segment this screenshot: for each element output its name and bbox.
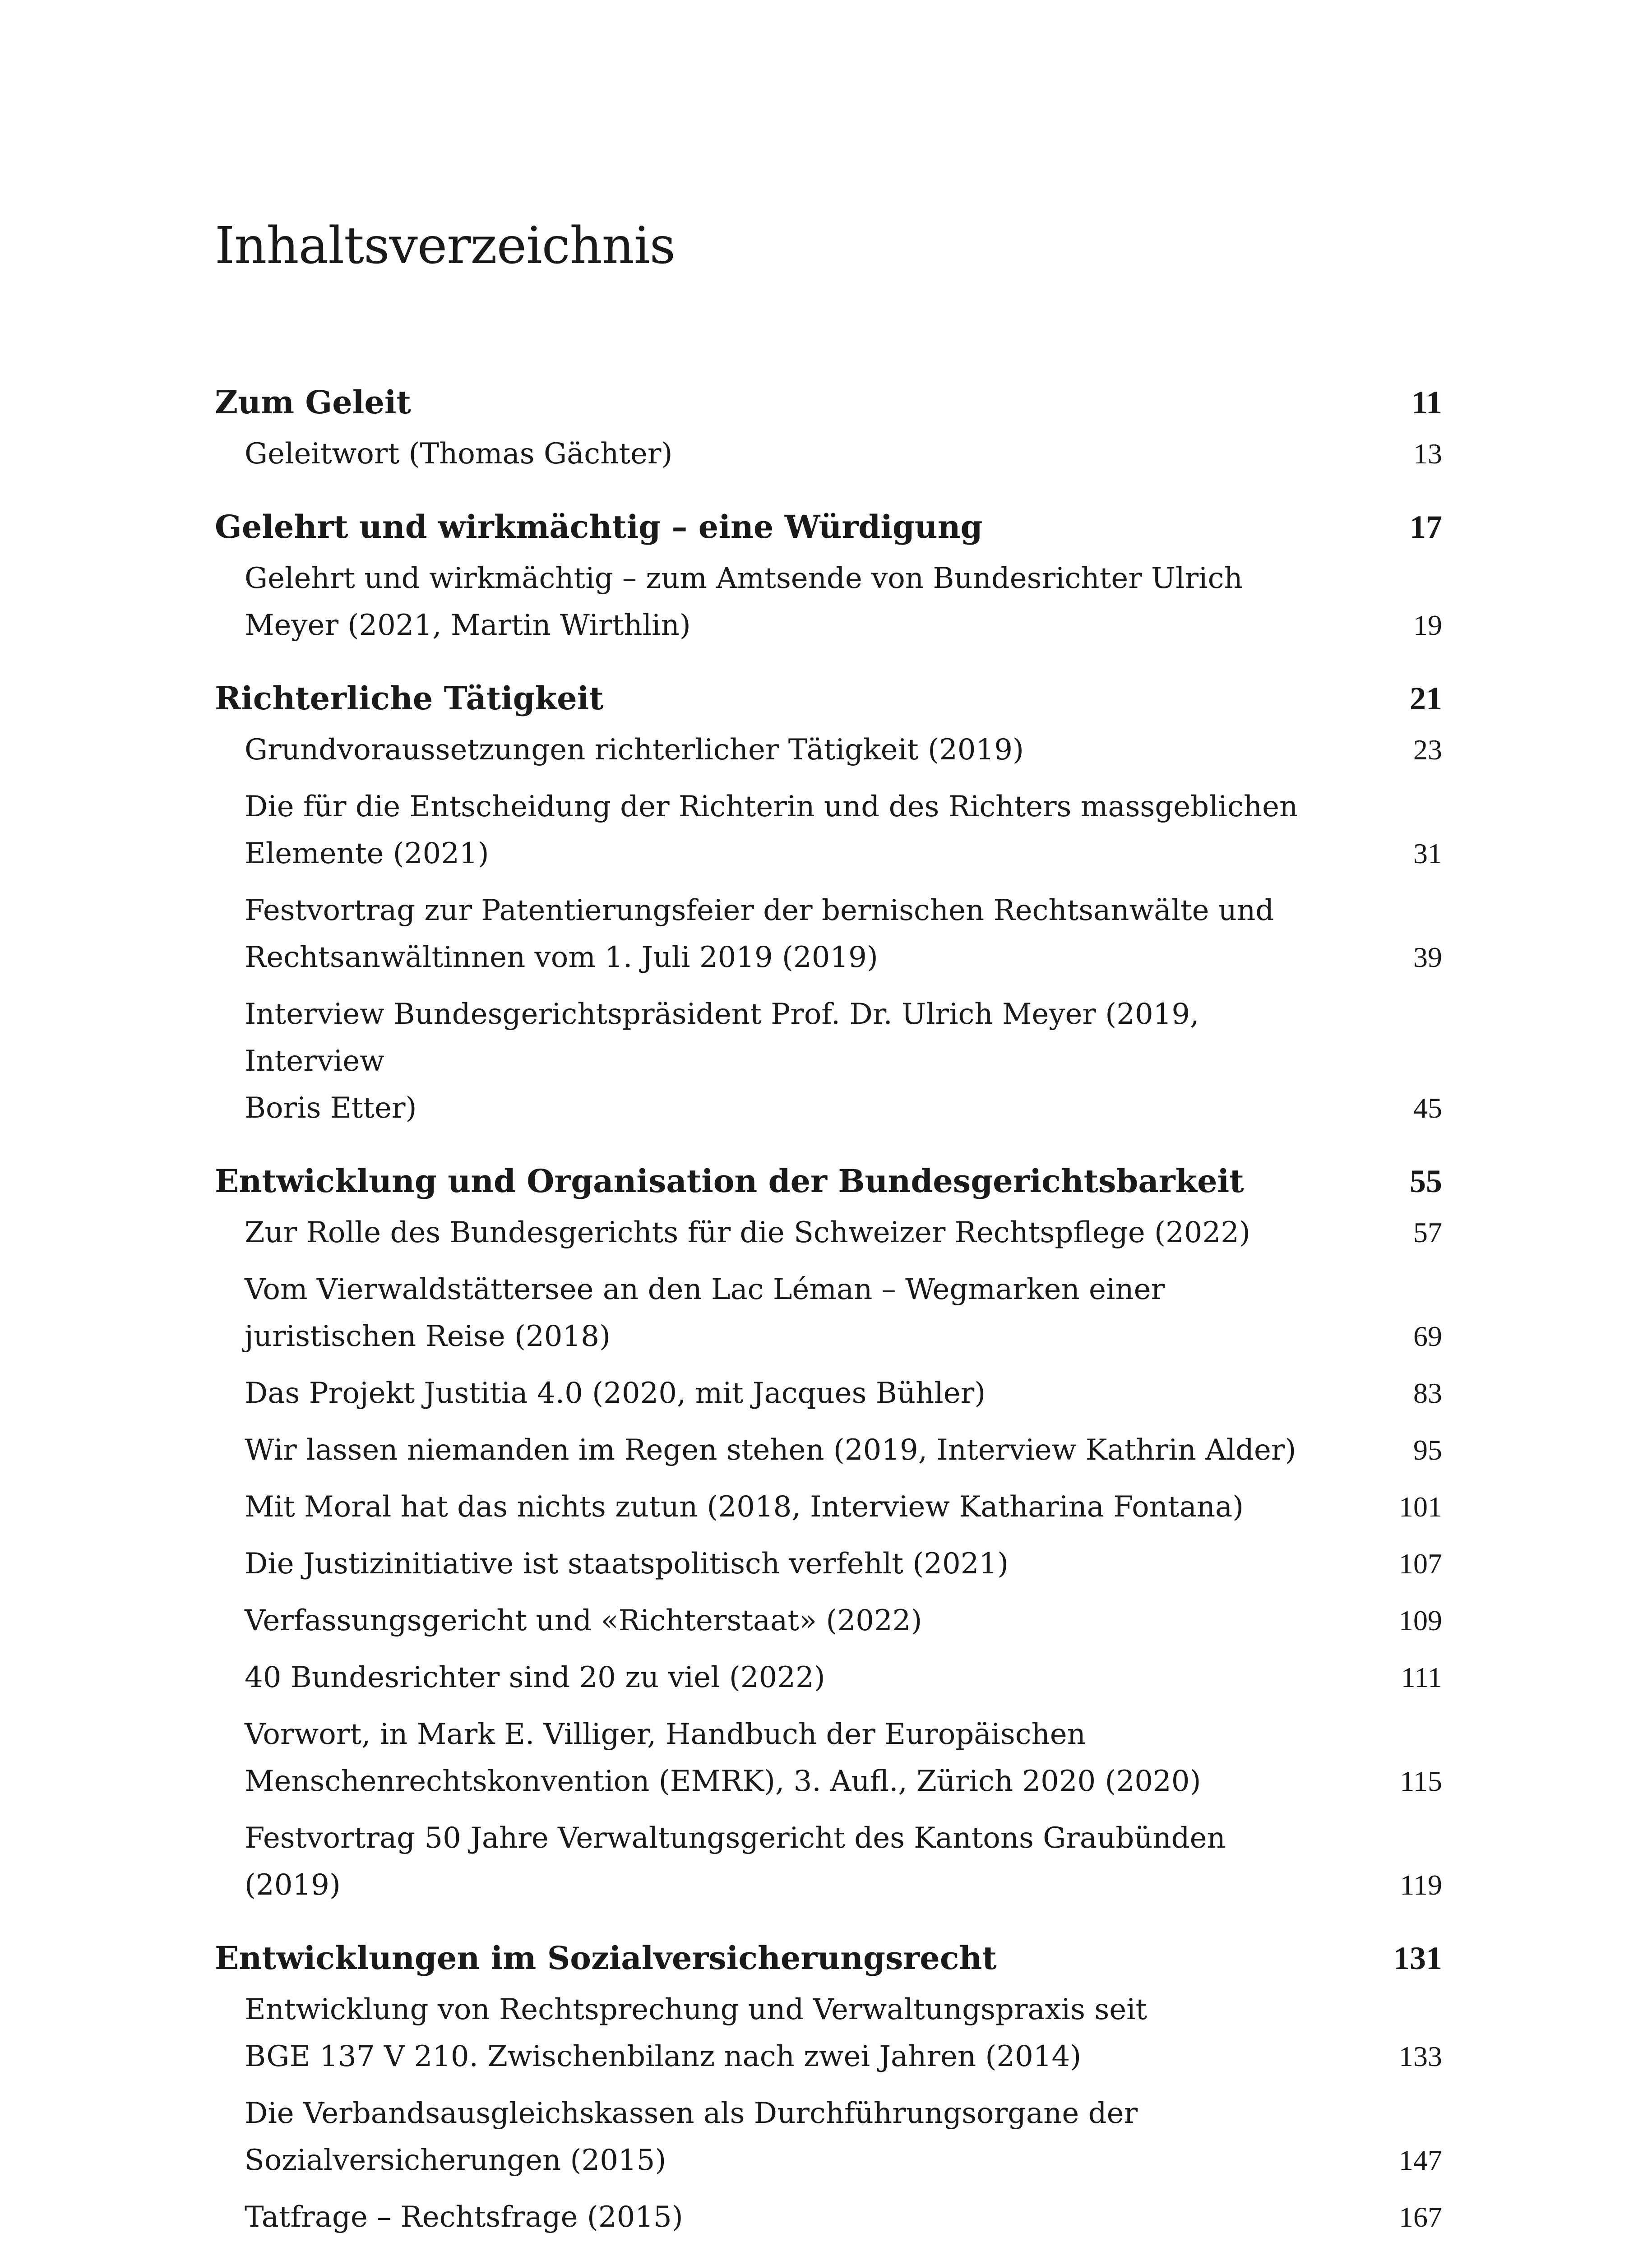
entry-title-line: 40 Bundesrichter sind 20 zu viel (2022)	[245, 1661, 825, 1694]
toc-entry	[215, 1815, 1442, 1909]
entry-title-line: Tatfrage – Rechtsfrage (2015)	[245, 2201, 683, 2234]
entry-page-number: 39	[1413, 941, 1442, 973]
entry-title-line: Boris Etter)	[245, 1091, 417, 1125]
entry-title	[245, 1427, 1296, 1474]
section-page-number: 17	[1410, 509, 1442, 545]
entry-title-line: Interview Bundesgerichtspräsident Prof. Dr. Ulrich Meyer (2019, Interview	[245, 998, 1199, 1078]
entry-title	[245, 726, 1024, 773]
entry-title-line: juristischen Reise (2018)	[245, 1320, 611, 1353]
entry-title	[245, 783, 1298, 877]
entry-title-line: Grundvoraussetzungen richterlicher Tätigkeit (2019)	[245, 733, 1024, 767]
toc-entry	[215, 726, 1442, 773]
section-heading-row	[215, 1930, 1442, 1986]
entry-title-line: Zur Rolle des Bundesgerichts für die Schweizer Rechtspflege (2022)	[245, 1216, 1250, 1249]
entry-page-number: 31	[1413, 837, 1442, 869]
toc-entry	[215, 430, 1442, 477]
toc-entry	[215, 1711, 1442, 1805]
entry-page-number: 167	[1399, 2201, 1442, 2233]
entry-title	[245, 1815, 1328, 1909]
toc-section	[215, 374, 1442, 477]
section-heading-row	[215, 670, 1442, 726]
toc-entry	[215, 1427, 1442, 1474]
entry-page-number: 115	[1400, 1765, 1442, 1797]
toc-entry	[215, 783, 1442, 877]
table-of-contents	[215, 374, 1442, 2241]
entry-title-line: Festvortrag 50 Jahre Verwaltungsgericht des Kantons Graubünden (2019)	[245, 1821, 1226, 1902]
entry-title-line: Das Projekt Justitia 4.0 (2020, mit Jacques Bühler)	[245, 1377, 986, 1410]
toc-entry	[215, 1597, 1442, 1644]
entry-title	[245, 1266, 1165, 1360]
entry-page-number: 13	[1413, 438, 1442, 470]
entry-page-number: 57	[1413, 1216, 1442, 1248]
section-heading-row	[215, 374, 1442, 430]
entry-page-number: 83	[1413, 1377, 1442, 1409]
section-heading-row	[215, 499, 1442, 555]
toc-entry	[215, 1986, 1442, 2080]
toc-entry	[215, 555, 1442, 649]
section-heading-row	[215, 1153, 1442, 1209]
entry-title-line: Wir lassen niemanden im Regen stehen (2019, Interview Kathrin Alder)	[245, 1433, 1296, 1467]
toc-entry	[215, 887, 1442, 981]
entry-title	[245, 991, 1328, 1132]
entry-title	[245, 1711, 1201, 1805]
entry-title	[245, 1986, 1147, 2080]
entry-page-number: 109	[1399, 1604, 1442, 1637]
entry-title-line: Verfassungsgericht und «Richterstaat» (2022)	[245, 1604, 922, 1637]
entry-page-number: 19	[1413, 609, 1442, 641]
entry-title-line: Gelehrt und wirkmächtig – zum Amtsende von Bundesrichter Ulrich	[245, 562, 1243, 595]
toc-entry	[215, 991, 1442, 1132]
entry-title-line: Vorwort, in Mark E. Villiger, Handbuch der Europäischen	[245, 1718, 1086, 1751]
entry-page-number: 23	[1413, 734, 1442, 766]
entry-page-number: 45	[1413, 1092, 1442, 1124]
entry-title-line: Rechtsanwältinnen vom 1. Juli 2019 (2019)	[245, 941, 878, 974]
toc-entry	[215, 2194, 1442, 2241]
entry-title-line: Elemente (2021)	[245, 837, 489, 870]
section-heading: Richterliche Tätigkeit	[215, 680, 604, 717]
section-page-number: 11	[1411, 384, 1442, 421]
entry-title	[245, 1597, 922, 1644]
entry-page-number: 95	[1413, 1434, 1442, 1466]
section-page-number: 131	[1393, 1940, 1442, 1976]
entry-page-number: 107	[1399, 1548, 1442, 1580]
toc-section	[215, 1153, 1442, 1909]
section-page-number: 21	[1410, 680, 1442, 717]
entry-title	[245, 1484, 1244, 1530]
entry-page-number: 101	[1399, 1491, 1442, 1523]
entry-title	[245, 1540, 1009, 1587]
toc-entry	[215, 1654, 1442, 1701]
toc-section	[215, 1930, 1442, 2241]
toc-entry	[215, 2090, 1442, 2184]
entry-page-number: 147	[1399, 2144, 1442, 2176]
section-heading: Gelehrt und wirkmächtig – eine Würdigung	[215, 508, 983, 546]
toc-section	[215, 670, 1442, 1132]
entry-title-line: Menschenrechtskonvention (EMRK), 3. Aufl., Zürich 2020 (2020)	[245, 1765, 1201, 1798]
entry-title	[245, 2194, 683, 2241]
entry-page-number: 111	[1401, 1661, 1442, 1693]
section-heading: Entwicklungen im Sozialversicherungsrecht	[215, 1939, 997, 1977]
entry-page-number: 69	[1413, 1320, 1442, 1352]
entry-title-line: Entwicklung von Rechtsprechung und Verwaltungspraxis seit	[245, 1993, 1148, 2026]
section-heading: Entwicklung und Organisation der Bundesgerichtsbarkeit	[215, 1162, 1244, 1200]
toc-section	[215, 499, 1442, 649]
entry-title-line: Die für die Entscheidung der Richterin und des Richters massgeblichen	[245, 790, 1298, 823]
entry-title	[245, 1209, 1250, 1256]
entry-title	[245, 1654, 825, 1701]
entry-title-line: Mit Moral hat das nichts zutun (2018, Interview Katharina Fontana)	[245, 1490, 1244, 1524]
entry-title-line: Vom Vierwaldstättersee an den Lac Léman – Wegmarken einer	[245, 1273, 1165, 1306]
entry-title	[245, 555, 1243, 649]
toc-entry	[215, 1484, 1442, 1530]
entry-title-line: Meyer (2021, Martin Wirthlin)	[245, 609, 691, 642]
toc-entry	[215, 1209, 1442, 1256]
toc-page	[215, 212, 1442, 2256]
entry-title-line: Festvortrag zur Patentierungsfeier der bernischen Rechtsanwälte und	[245, 894, 1274, 927]
section-page-number: 55	[1410, 1163, 1442, 1199]
section-heading: Zum Geleit	[215, 384, 411, 421]
entry-title	[245, 887, 1274, 981]
entry-title-line: BGE 137 V 210. Zwischenbilanz nach zwei Jahren (2014)	[245, 2040, 1082, 2073]
entry-title-line: Die Justizinitiative ist staatspolitisch verfehlt (2021)	[245, 1547, 1009, 1581]
entry-title-line: Geleitwort (Thomas Gächter)	[245, 437, 673, 471]
toc-entry	[215, 1370, 1442, 1417]
entry-title	[245, 2090, 1138, 2184]
toc-entry	[215, 1266, 1442, 1360]
entry-title-line: Die Verbandsausgleichskassen als Durchführungsorgane der	[245, 2097, 1138, 2130]
entry-title	[245, 1370, 986, 1417]
entry-title	[245, 430, 672, 477]
toc-entry	[215, 1540, 1442, 1587]
entry-page-number: 119	[1400, 1869, 1442, 1901]
entry-title-line: Sozialversicherungen (2015)	[245, 2144, 666, 2177]
page-title: Inhaltsverzeichnis	[215, 217, 676, 275]
entry-page-number: 133	[1399, 2040, 1442, 2072]
